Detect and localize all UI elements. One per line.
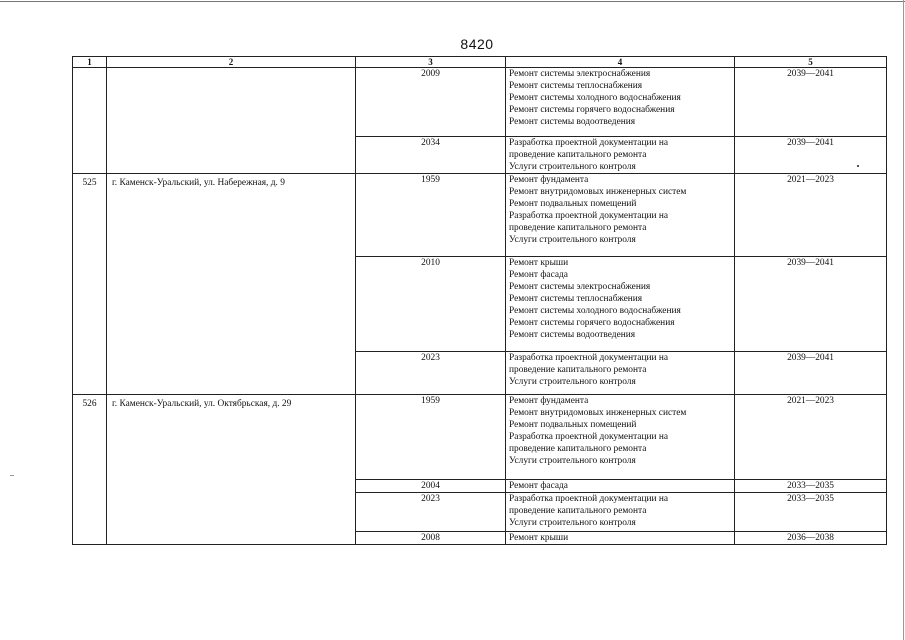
work-item: Ремонт системы горячего водоснабжения — [509, 318, 675, 328]
period-cell: 2036—2038 — [735, 532, 887, 545]
work-item: проведение капитального ремонта — [509, 444, 647, 454]
period-cell: 2039—2041 — [735, 352, 887, 395]
page-frame-right — [903, 0, 904, 640]
work-item: Ремонт системы теплоснабжения — [509, 294, 643, 304]
year-cell: 1959 — [356, 395, 506, 480]
work-item: Ремонт фундамента — [509, 175, 589, 185]
work-item: Ремонт крыши — [509, 258, 569, 268]
work-item: Услуги строительного контроля — [509, 518, 636, 528]
works-cell — [506, 532, 735, 545]
work-item: Ремонт фундамента — [509, 396, 589, 406]
object-number: 525 — [73, 174, 107, 395]
work-item: Ремонт системы электроснабжения — [509, 282, 651, 292]
period-cell: 2021—2023 — [735, 395, 887, 480]
works-cell — [506, 174, 735, 257]
work-item: Ремонт подвальных помещений — [509, 420, 637, 430]
works-cell — [506, 137, 735, 174]
period-cell: 2033—2035 — [735, 493, 887, 532]
period-cell: 2021—2023 — [735, 174, 887, 257]
work-item: Ремонт системы теплоснабжения — [509, 81, 643, 91]
year-cell: 2009 — [356, 68, 506, 137]
work-item: Ремонт подвальных помещений — [509, 199, 637, 209]
work-item: Услуги строительного контроля — [509, 377, 636, 387]
work-item: Ремонт фасада — [509, 481, 568, 491]
work-item: Ремонт системы горячего водоснабжения — [509, 105, 675, 115]
scan-artifact — [857, 165, 859, 167]
work-item: Разработка проектной документации на — [509, 353, 669, 363]
works-cell — [506, 68, 735, 137]
work-item: Ремонт системы водоотведения — [509, 330, 636, 340]
work-item: Ремонт системы холодного водоснабжения — [509, 306, 681, 316]
work-item: Разработка проектной документации на — [509, 432, 669, 442]
table-body — [73, 68, 887, 545]
works-cell — [506, 493, 735, 532]
table-row — [73, 68, 887, 137]
object-number — [73, 68, 107, 174]
works-cell — [506, 352, 735, 395]
repair-schedule-table — [72, 56, 887, 545]
header-row — [73, 57, 887, 68]
works-cell — [506, 395, 735, 480]
object-address: г. Каменск-Уральский, ул. Набережная, д. 9 — [107, 174, 356, 395]
work-item: Разработка проектной документации на — [509, 494, 669, 504]
page-frame-top — [0, 1, 905, 2]
year-cell: 2010 — [356, 257, 506, 352]
object-address — [107, 68, 356, 174]
work-item: Ремонт крыши — [509, 533, 569, 543]
work-item: Ремонт системы водоотведения — [509, 117, 636, 127]
year-cell: 2023 — [356, 493, 506, 532]
work-item: проведение капитального ремонта — [509, 506, 647, 516]
col-header-1: 1 — [73, 57, 107, 68]
work-item: Ремонт системы холодного водоснабжения — [509, 93, 681, 103]
work-item: Разработка проектной документации на — [509, 211, 669, 221]
year-cell: 2004 — [356, 480, 506, 493]
object-address: г. Каменск-Уральский, ул. Октябрьская, д. 29 — [107, 395, 356, 545]
work-item: проведение капитального ремонта — [509, 365, 647, 375]
work-item: Ремонт системы электроснабжения — [509, 69, 651, 79]
works-cell — [506, 257, 735, 352]
col-header-3: 3 — [356, 57, 506, 68]
year-cell: 2008 — [356, 532, 506, 545]
work-item: Ремонт фасада — [509, 270, 568, 280]
work-item: Разработка проектной документации на — [509, 138, 669, 148]
col-header-5: 5 — [735, 57, 887, 68]
period-cell: 2039—2041 — [735, 68, 887, 137]
year-cell: 2034 — [356, 137, 506, 174]
work-item: Услуги строительного контроля — [509, 162, 636, 172]
work-item: Услуги строительного контроля — [509, 456, 636, 466]
year-cell: 2023 — [356, 352, 506, 395]
col-header-4: 4 — [506, 57, 735, 68]
work-item: Ремонт внутридомовых инженерных систем — [509, 408, 687, 418]
page-number: 8420 — [460, 36, 494, 52]
table-row — [73, 174, 887, 257]
col-header-2: 2 — [107, 57, 356, 68]
work-item: проведение капитального ремонта — [509, 223, 647, 233]
object-number: 526 — [73, 395, 107, 545]
work-item: проведение капитального ремонта — [509, 150, 647, 160]
period-cell: 2039—2041 — [735, 257, 887, 352]
works-cell — [506, 480, 735, 493]
table-row — [73, 395, 887, 480]
work-item: Ремонт внутридомовых инженерных систем — [509, 187, 687, 197]
year-cell: 1959 — [356, 174, 506, 257]
scan-artifact — [10, 475, 14, 476]
period-cell: 2039—2041 — [735, 137, 887, 174]
period-cell: 2033—2035 — [735, 480, 887, 493]
work-item: Услуги строительного контроля — [509, 235, 636, 245]
